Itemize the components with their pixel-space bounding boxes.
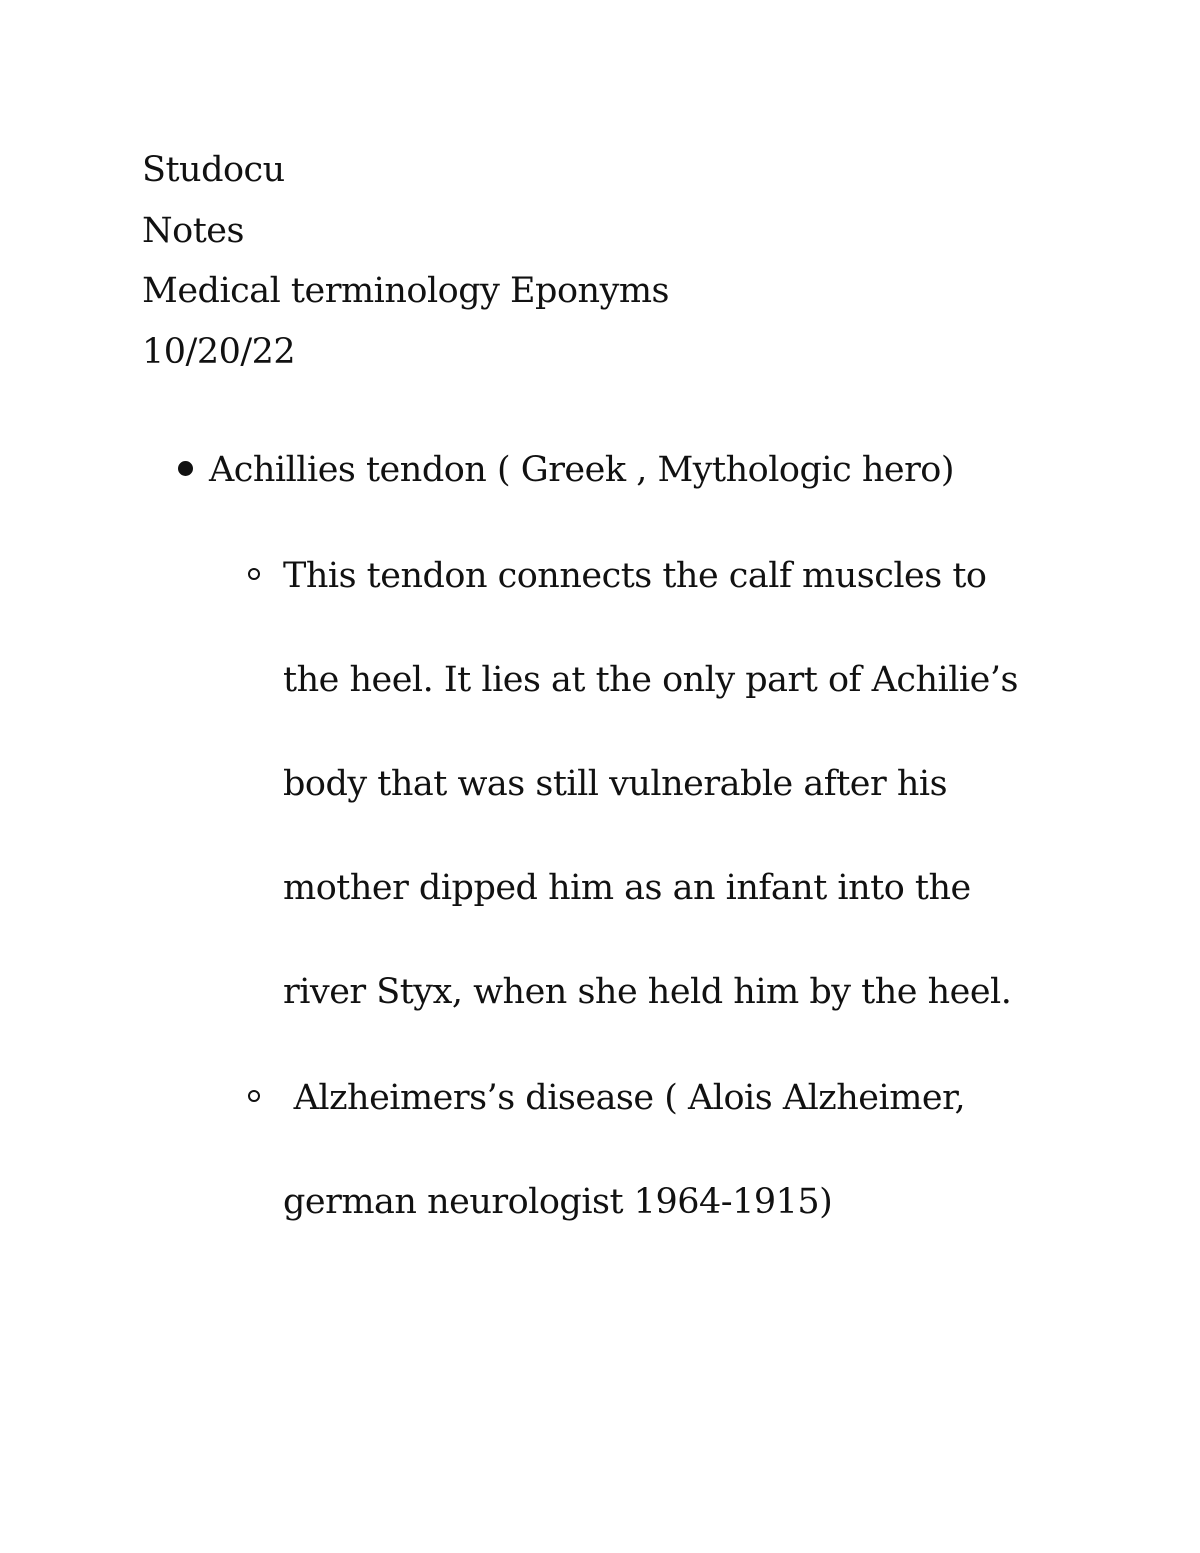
list-item-text: Achillies tendon ( Greek , Mythologic hero) (209, 450, 955, 490)
hollow-bullet-icon (248, 568, 260, 580)
notes-label: Notes (142, 211, 244, 251)
text-line: river Styx, when she held him by the heel. (283, 972, 1012, 1012)
text-line: This tendon connects the calf muscles to (283, 556, 987, 596)
text-line: mother dipped him as an infant into the (283, 868, 971, 908)
text-line: the heel. It lies at the only part of Achilie’s (283, 660, 1018, 700)
text-line: Alzheimers’s disease ( Alois Alzheimer, (283, 1078, 966, 1118)
filled-bullet-icon (178, 461, 193, 476)
document-title: Medical terminology Eponyms (142, 271, 670, 311)
document-date: 10/20/22 (142, 332, 296, 372)
hollow-bullet-icon (248, 1090, 260, 1102)
text-line: body that was still vulnerable after his (283, 764, 948, 804)
source-label: Studocu (142, 150, 285, 190)
list-item-achilles (178, 450, 954, 490)
text-line: german neurologist 1964-1915) (283, 1182, 833, 1222)
